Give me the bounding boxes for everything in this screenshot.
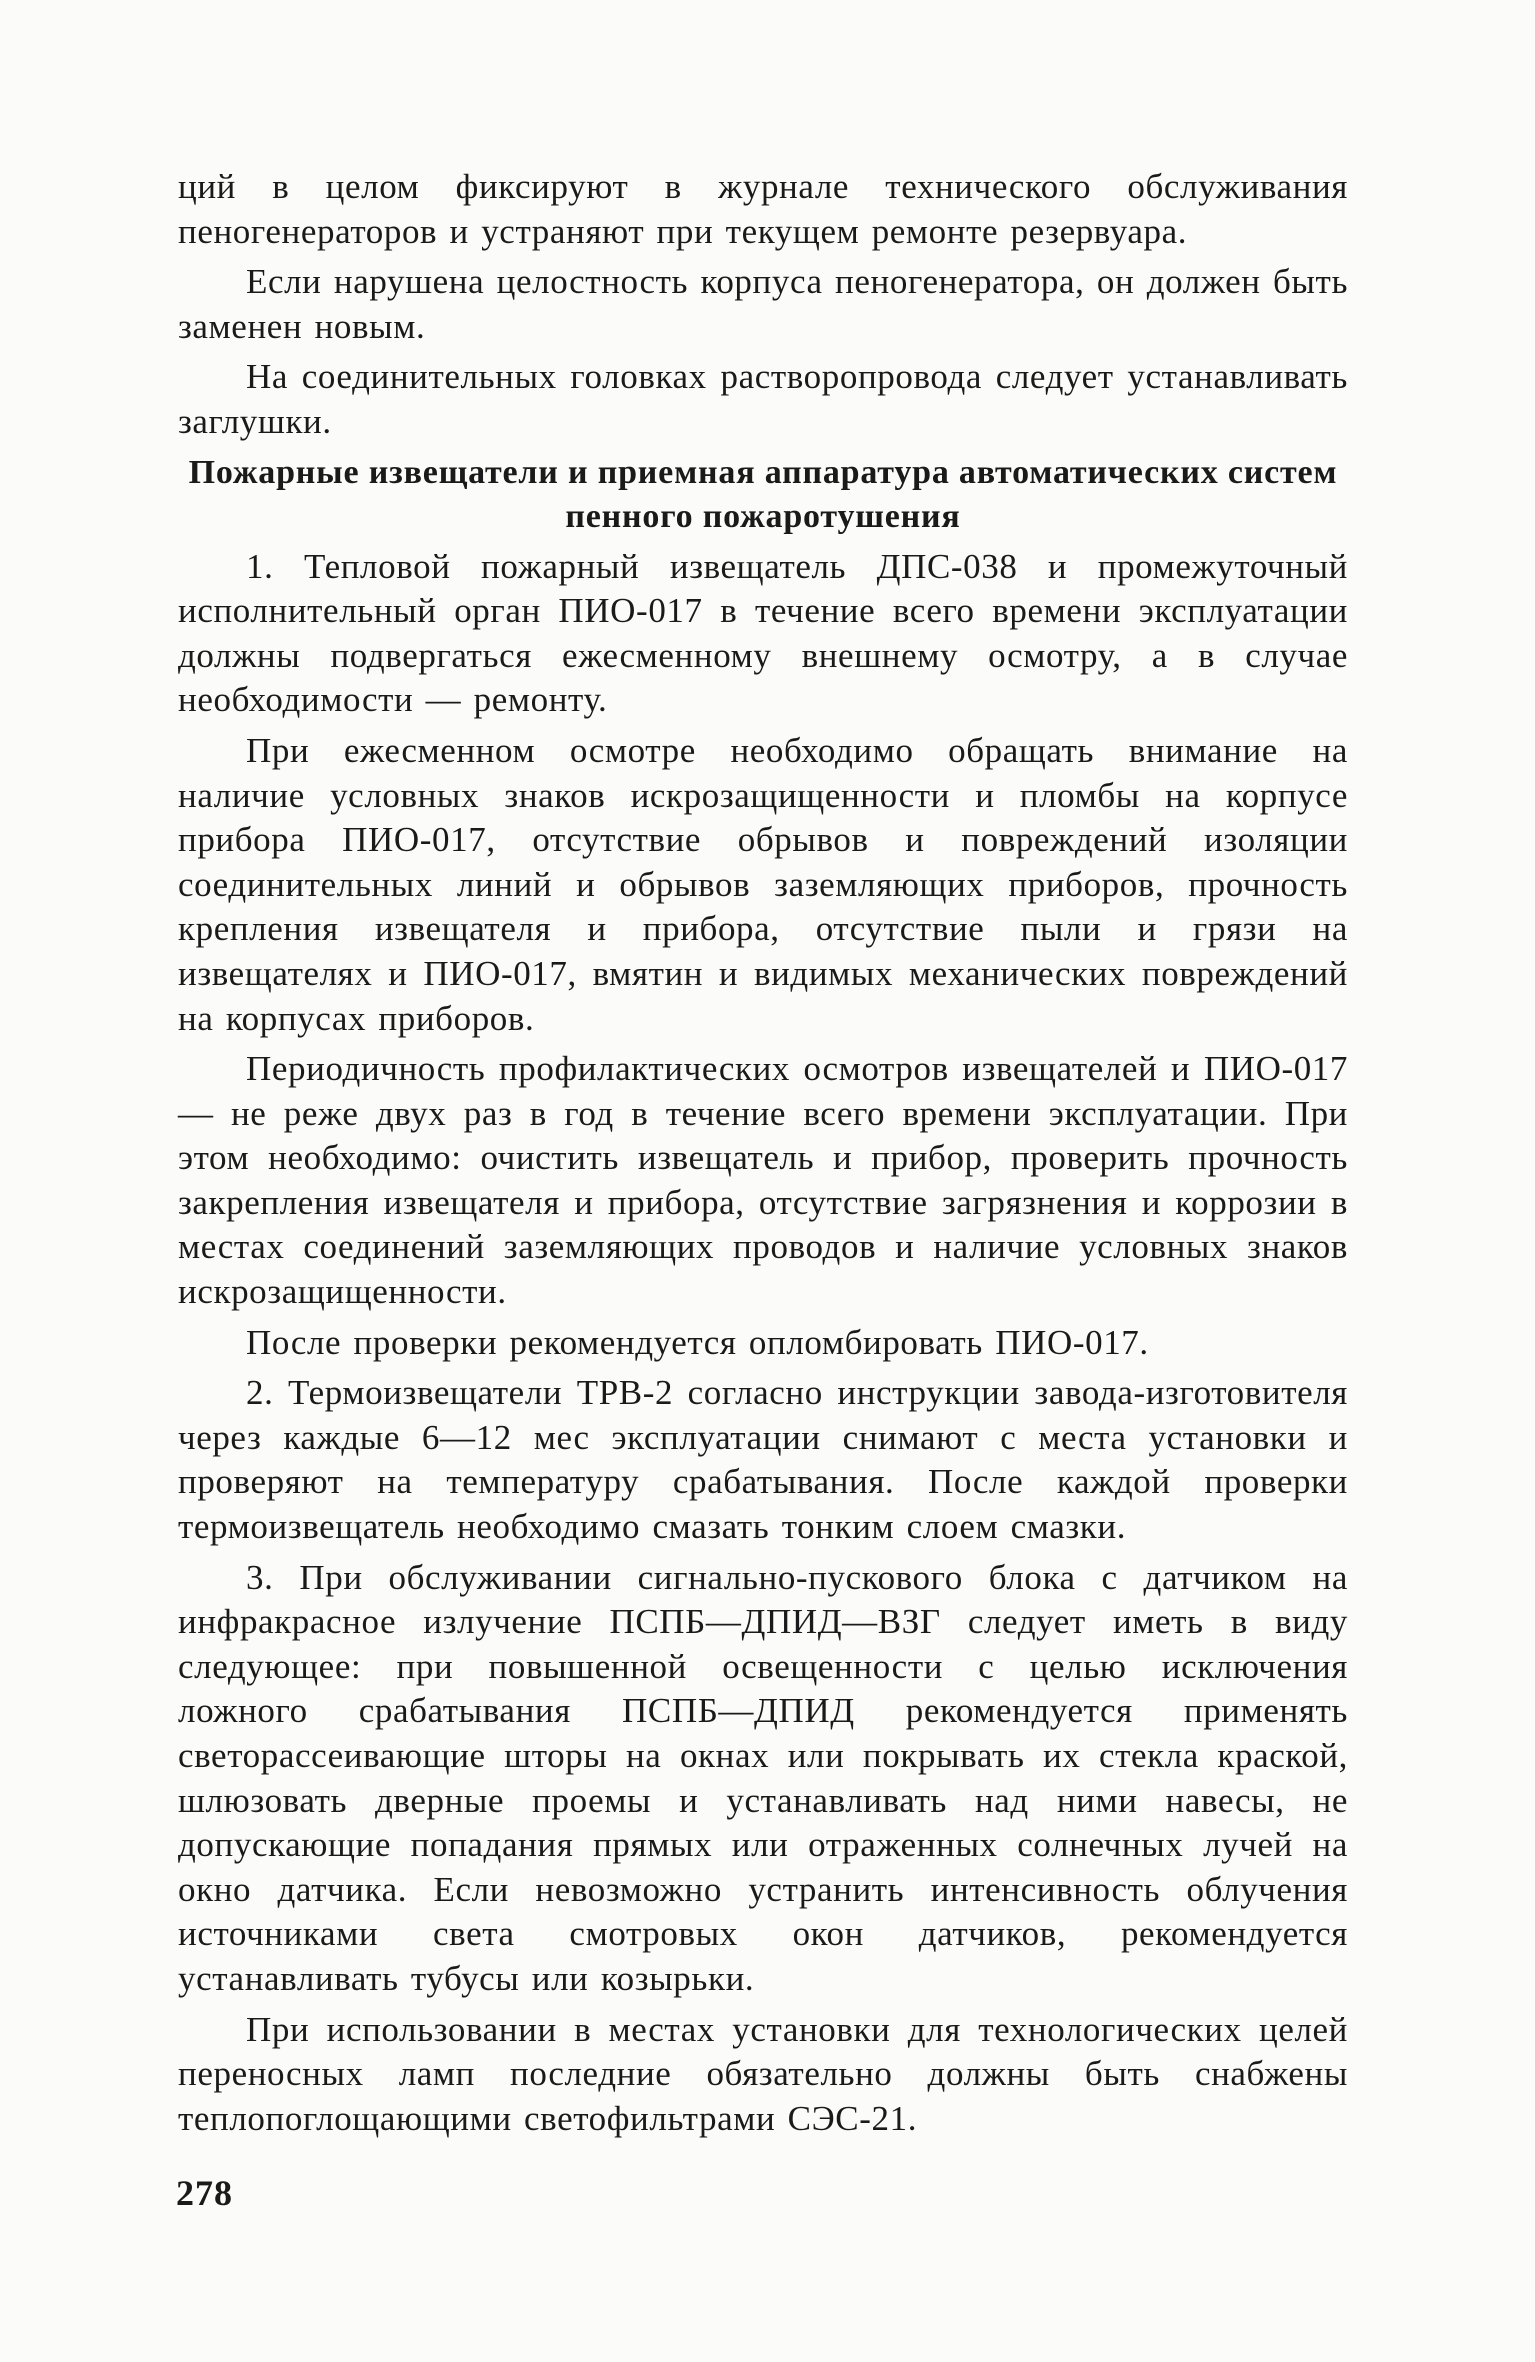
paragraph-replacement: Если нарушена целостность корпуса пеногенератора, он должен быть заменен новым. bbox=[178, 262, 1348, 346]
paragraph-lamps: При использовании в местах установки для технологических целей переносных ламп последние обязательно должны быть снабжены теплопоглощающими светофильтрами СЭС-21. bbox=[178, 2009, 1348, 2138]
paragraph-sealing: После проверки рекомендуется опломбировать ПИО-017. bbox=[246, 1322, 1149, 1362]
paragraph-caps: На соединительных головках растворопровода следует устанавливать заглушки. bbox=[178, 357, 1348, 441]
paragraph-item-2: 2. Термоизвещатели ТРВ-2 согласно инструкции завода-изготовителя через каждые 6—12 мес эксплуатации снимают с места установки и проверяют на температуру срабатывания. После каждой проверки термоизвещатель необходимо смазать тонким слоем смазки. bbox=[178, 1373, 1348, 1547]
paragraph-periodicity: Периодичность профилактических осмотров извещателей и ПИО-017 — не реже двух раз в год в течение всего времени эксплуатации. При этом необходимо: очистить извещатель и прибор, проверить прочность закрепления извещателя и прибора, отсутствие загрязнения и коррозии в местах соединений заземляющих проводов и наличие условных знаков искрозащищенности. bbox=[178, 1049, 1348, 1312]
paragraph-item-3: 3. При обслуживании сигнально-пускового блока с датчиком на инфракрасное излучение ПСПБ—ДПИД—ВЗГ следует иметь в виду следующее: при повышенной освещенности с целью исключения ложного срабатывания ПСПБ—ДПИД рекомендуется применять светорассеивающие шторы на окнах или покрывать их стекла краской, шлюзовать дверные проемы и устанавливать над ними навесы, не допускающие попадания прямых или отраженных солнечных лучей на окно датчика. Если невозможно устранить интенсивность облучения источниками света смотровых окон датчиков, рекомендуется устанавливать тубусы или козырьки. bbox=[178, 1557, 1348, 1998]
paragraph-inspection: При ежесменном осмотре необходимо обращать внимание на наличие условных знаков искрозащищенности и пломбы на корпусе прибора ПИО-017, отсутствие обрывов и повреждений изоляции соединительных линий и обрывов заземляющих приборов, прочность крепления извещателя и прибора, отсутствие пыли и грязи на извещателях и ПИО-017, вмятин и видимых механических повреждений на корпусах приборов. bbox=[178, 730, 1348, 1038]
body-text bbox=[178, 165, 1348, 2147]
page-number: 278 bbox=[176, 2173, 233, 2213]
paragraph-item-1: 1. Тепловой пожарный извещатель ДПС-038 и промежуточный исполнительный орган ПИО-017 в течение всего времени эксплуатации должны подвергаться ежесменному внешнему осмотру, а в случае необходимости — ремонту. bbox=[178, 546, 1348, 720]
section-heading: Пожарные извещатели и приемная аппаратура автоматических систем пенного пожаротушения bbox=[188, 453, 1338, 535]
paragraph-continuation: ций в целом фиксируют в журнале технического обслуживания пеногенераторов и устраняют при текущем ремонте резервуара. bbox=[178, 167, 1348, 251]
